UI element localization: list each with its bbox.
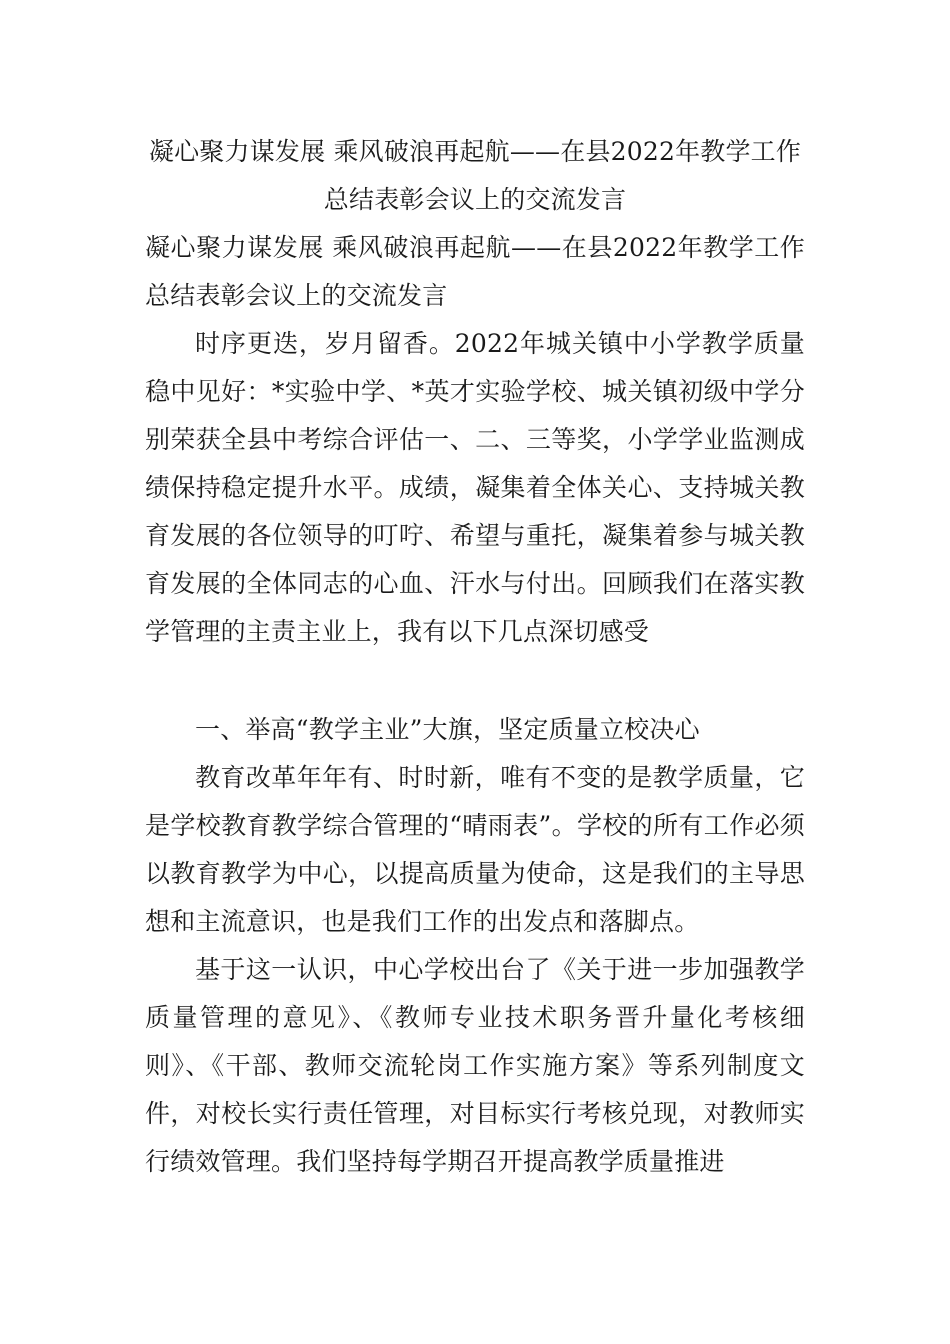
intro-paragraph: 时序更迭，岁月留香。2022年城关镇中小学教学质量稳中见好：*实验中学、*英才实验学校、城关镇初级中学分别荣获全县中考综合评估一、二、三等奖，小学学业监测成绩保持稳定提升水平。成绩，凝集着全体关心、支持城关教育发展的各位领导的叮咛、希望与重托，凝集着参与城关教育发展的全体同志的心血、汗水与付出。回顾我们在落实教学管理的主责主业上，我有以下几点深切感受 (145, 329, 805, 646)
section-heading: 一、举高“教学主业”大旗，坚定质量立校决心 (195, 715, 700, 744)
section-paragraph-2: 基于这一认识，中心学校出台了《关于进一步加强教学质量管理的意见》、《教师专业技术职务晋升量化考核细则》、《干部、教师交流轮岗工作实施方案》等系列制度文件，对校长实行责任管理，对目标实行考核兑现，对教师实行绩效管理。我们坚持每学期召开提高教学质量推进 (145, 955, 805, 1176)
document-title: 凝心聚力谋发展 乘风破浪再起航——在县2022年教学工作总结表彰会议上的交流发言 (148, 137, 802, 214)
paragraph-gap (145, 656, 805, 706)
repeated-title: 凝心聚力谋发展 乘风破浪再起航——在县2022年教学工作总结表彰会议上的交流发言 (145, 233, 805, 310)
document-body (145, 128, 805, 1186)
section-paragraph-1: 教育改革年年有、时时新，唯有不变的是教学质量，它是学校教育教学综合管理的“晴雨表”。学校的所有工作必须以教育教学为中心，以提高质量为使命，这是我们的主导思想和主流意识，也是我们工作的出发点和落脚点。 (145, 763, 805, 936)
